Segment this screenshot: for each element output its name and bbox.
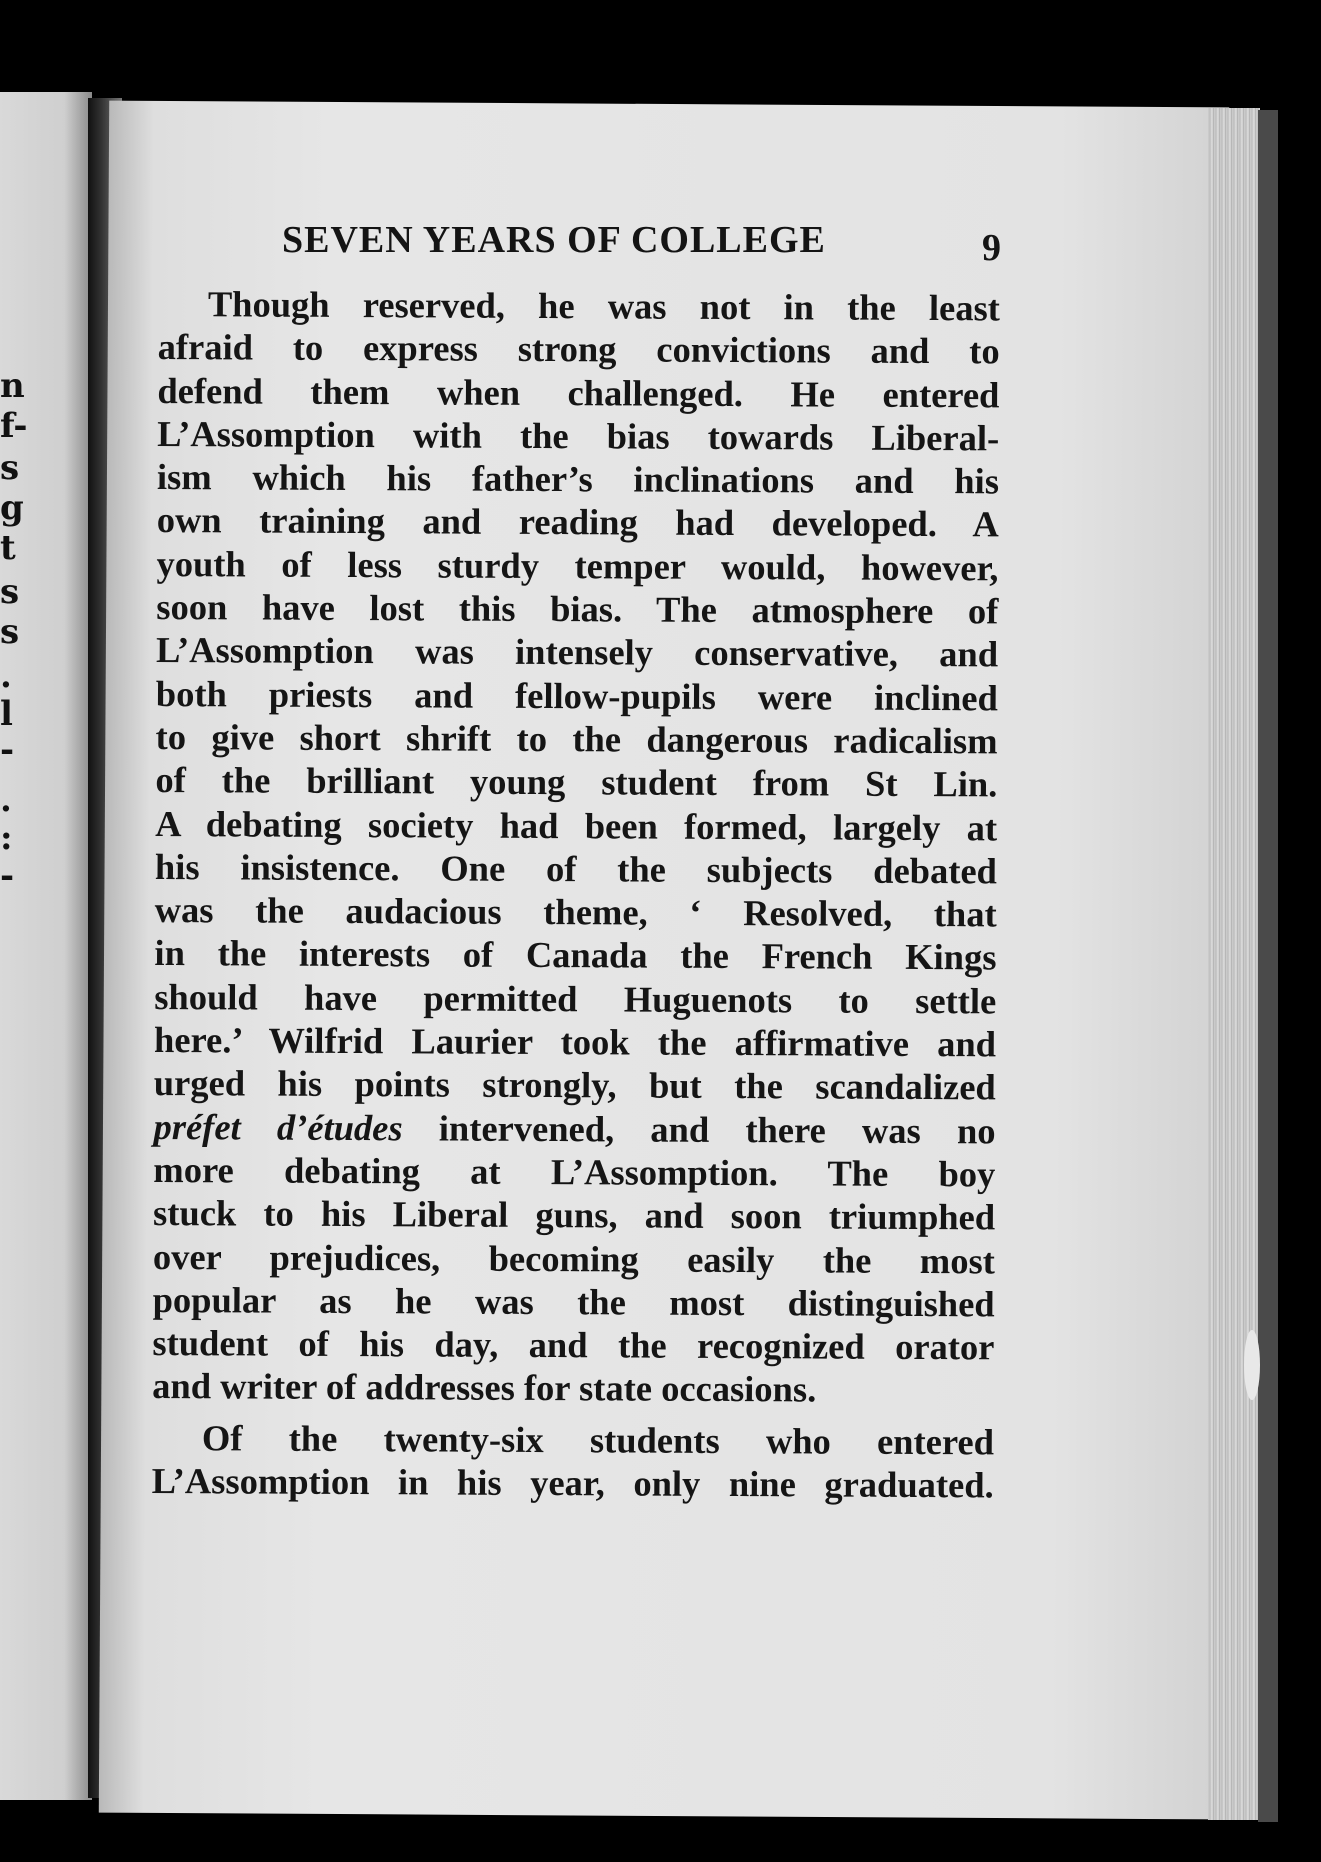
fragment: -: [0, 856, 15, 896]
text-line: defend them when challenged. He entered: [157, 369, 1000, 416]
body-text: [152, 282, 1000, 1507]
fragment: s: [0, 572, 20, 612]
text-line: to give short shrift to the dangerous radicalism: [155, 715, 998, 762]
fragment: f-: [0, 406, 28, 446]
running-head: [182, 214, 1022, 274]
text-line: L’Assomption was intensely conservative, and: [155, 629, 999, 675]
text-line: should have permitted Huguenots to settle: [154, 975, 997, 1022]
fragment: t: [0, 528, 16, 568]
italic-phrase: préfet d’études: [153, 1105, 403, 1148]
page-number: 9: [982, 227, 1001, 269]
fragment: .: [0, 656, 12, 696]
text-line: Of the twenty-six students who entered: [201, 1416, 995, 1463]
text-line: urged his points strongly, but the scandalized: [153, 1062, 996, 1108]
page-stack-edge: [1208, 108, 1260, 1820]
text-line: afraid to express strong convictions and to: [157, 326, 1000, 372]
fragment: s: [0, 612, 20, 652]
text-line: youth of less sturdy temper would, however,: [156, 542, 999, 589]
text-line: L’Assomption in his year, only nine graduated.: [151, 1459, 994, 1506]
text-line: both priests and fellow-pupils were inclined: [155, 672, 998, 719]
text-line: ism which his father’s inclinations and his: [156, 456, 1000, 502]
text-line: A debating society had been formed, largely at: [155, 802, 998, 848]
facing-page-edge: [0, 92, 92, 1800]
text-line: student of his day, and the recognized orator: [152, 1322, 995, 1368]
text-line: soon have lost this bias. The atmosphere of: [156, 586, 999, 632]
text-line: popular as he was the most distinguished: [152, 1278, 995, 1325]
fragment: g: [0, 488, 24, 528]
page-blemish: [1244, 1330, 1260, 1400]
line-remainder: intervened, and there was no: [402, 1106, 996, 1152]
fragment: l: [0, 694, 13, 734]
text-line: more debating at L’Assomption. The boy: [153, 1148, 996, 1195]
text-line: L’Assomption with the bias towards Liberal-: [157, 412, 1000, 459]
text-line: own training and reading had developed. A: [156, 499, 999, 545]
text-line: in the interests of Canada the French Kings: [154, 932, 997, 978]
text-line: over prejudices, becoming easily the most: [152, 1235, 995, 1281]
fragment: s: [0, 448, 20, 488]
fragment: -: [0, 730, 15, 770]
running-head-title: SEVEN YEARS OF COLLEGE: [282, 219, 826, 261]
fragment: .: [0, 780, 12, 820]
text-line: was the audacious theme, ‘ Resolved, that: [154, 889, 997, 935]
fragment: n: [0, 366, 25, 406]
text-line: here.’ Wilfrid Laurier took the affirmative and: [153, 1019, 997, 1065]
text-line: his insistence. One of the subjects debated: [154, 845, 998, 892]
fragment: :: [0, 818, 13, 858]
text-line: stuck to his Liberal guns, and soon triumphed: [153, 1192, 996, 1238]
text-line: and writer of addresses for state occasions.: [152, 1365, 817, 1410]
book-cover-edge: [1258, 110, 1278, 1822]
text-line: Though reserved, he was not in the least: [207, 283, 1000, 329]
text-line-with-italic: [153, 1105, 995, 1153]
text-line: of the brilliant young student from St Lin.: [155, 759, 998, 805]
